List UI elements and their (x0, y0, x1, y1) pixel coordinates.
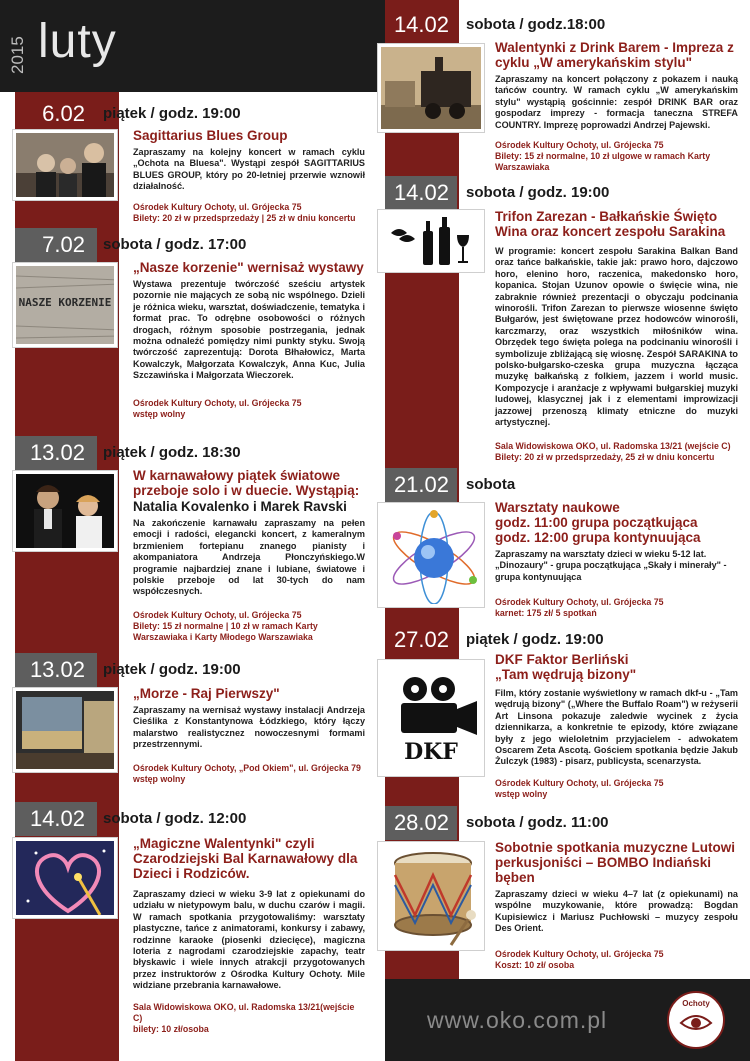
morze-installation-image (16, 691, 117, 772)
event-6-02 (133, 128, 365, 224)
event-13-02-morze (133, 686, 365, 785)
magic-heart-image (16, 841, 117, 918)
event-price: bilety: 10 zł/osoba (133, 1023, 209, 1034)
event-price: wstęp wolny (133, 773, 186, 784)
band-photo-image (16, 133, 117, 200)
event-performers: Natalia Kovalenko i Marek Ravski (133, 499, 347, 514)
event-location: Ośrodek Kultury Ochoty, ul. Grójecka 75 (495, 140, 664, 151)
event-thumbnail-morze (13, 688, 117, 772)
event-thumbnail-band-photo (13, 130, 117, 200)
event-27-02-dkf (495, 652, 738, 800)
event-description: Film, który zostanie wyświetlony w ramach dkf-u - „Tam wędrują bizony" („Where the Buffalo Roam") w reżyserii Art Linsona pokazuje zaledwie wycinek z życia dziennikarza, a konkretnie te epizody, które związane były z jego wieloletnim przyjacielem - adwokatem Oscarem Zeta Ascotą. Gościem spotkania będzie Jakub Żulczyk (1983) - pisarz, publicysta, scenarzysta. (495, 688, 738, 767)
date-badge: 14.02 (15, 802, 97, 836)
event-price: Bilety: 15 zł normalne, 10 zł ulgowe w ramach Karty Warszawiaka (495, 151, 711, 173)
event-group-continuing: godz. 12:00 grupa kontynuująca (495, 530, 701, 545)
event-thumbnail-atom (378, 503, 484, 607)
event-description: Zapraszamy dzieci w wieku 4–7 lat (z opiekunami) na wspólne muzykowanie, które prowadzą: Bogdan Kupisiewicz i Mariusz Puchłowski – muzycy zespołu Des Orient. (495, 889, 738, 934)
event-description: Zapraszamy na koncert połączony z pokazem i nauką tańców country. W ramach cyklu „W amerykańskim stylu" wystąpią gościnnie: zespół DRINK BAR oraz gospodarz imprezy - formacja taneczna STREFA COUNTRY. Imprezę poprowadzi Andrzej Pajewski. (495, 74, 738, 130)
event-title: Trifon Zarezan - Bałkańskie Święto Wina oraz koncert zespołu Sarakina (495, 209, 726, 239)
event-location: Ośrodek Kultury Ochoty, „Pod Okiem", ul. Grójecka 79 (133, 762, 361, 773)
date-label: piątek / godz. 19:00 (466, 631, 604, 648)
event-thumbnail-wine (378, 210, 484, 272)
date-label: piątek / godz. 19:00 (103, 661, 241, 678)
event-thumbnail-drum (378, 842, 484, 950)
korzenie-thumb-text: NASZE KORZENIE (18, 296, 112, 309)
event-price: Bilety: 15 zł normalne | 10 zł w ramach Karty Warszawiaka i Karty Młodego Warszawiaka (133, 620, 318, 642)
date-label: sobota / godz. 11:00 (466, 814, 609, 831)
date-label: piątek / godz. 19:00 (103, 105, 241, 122)
atom-image (381, 506, 484, 607)
event-14-02-walentynki (133, 836, 365, 1035)
event-location: Ośrodek Kultury Ochoty, ul. Grójecka 75 (133, 609, 302, 620)
event-thumbnail-walentynki (13, 838, 117, 918)
footer-url[interactable]: www.oko.com.pl (427, 1007, 608, 1033)
oko-logo (667, 991, 725, 1049)
date-badge: 21.02 (385, 468, 457, 502)
dkf-thumb-text: DKF (404, 739, 458, 765)
event-21-02-warsztaty (495, 500, 738, 619)
event-28-02-bombo (495, 840, 738, 971)
bombo-drum-image (381, 845, 484, 950)
event-location: Ośrodek Kultury Ochoty, ul. Grójecka 75 (133, 201, 302, 212)
event-thumbnail-train (378, 44, 484, 132)
event-thumbnail-duo (13, 471, 117, 551)
event-description: Wystawa prezentuje twórczość sześciu artystek pozornie nie mających ze sobą nic wspólnego. Dzieli je różnica wieku, warsztat, doświadczenie, tematyka i format prac. To odrębne osobowości o różnych drogach, różnym sposobie postrzegania, jednak można odnaleźć pomiędzy nimi punkty styku. Swoją twórczość zaprezentują: Dorota Błhałowicz, Marta Kowalczyk, Małgorzata Kowalczyk, Anna Kuc, Julia Szczawińska i Małgorzata Wieczorek. (133, 279, 365, 381)
event-location: Sala Widowiskowa OKO, ul. Radomska 13/21(wejście C) (133, 1001, 355, 1023)
event-thumbnail-korzenie (13, 263, 117, 347)
event-price: Bilety: 20 zł w przedsprzedaży | 25 zł w dniu koncertu (133, 212, 356, 223)
date-label: sobota / godz. 12:00 (103, 810, 247, 827)
date-label: sobota / godz.18:00 (466, 16, 606, 33)
wine-bottles-image (381, 213, 484, 272)
date-badge: 27.02 (385, 623, 457, 657)
event-price: wstęp wolny (495, 788, 548, 799)
event-title: „Nasze korzenie" wernisaż wystawy (133, 260, 364, 275)
date-label: sobota / godz. 19:00 (466, 184, 610, 201)
date-badge: 14.02 (385, 8, 457, 42)
date-label: sobota / godz. 17:00 (103, 236, 247, 253)
event-location: Ośrodek Kultury Ochoty, ul. Grójecka 75 (133, 397, 302, 408)
date-badge: 6.02 (15, 97, 97, 131)
duo-photo-image (16, 474, 117, 551)
event-price: Bilety: 20 zł w przedsprzedaży, 25 zł w dniu koncertu (495, 451, 715, 462)
header-bar (0, 0, 385, 92)
event-location: Ośrodek Kultury Ochoty, ul. Grójecka 75 (495, 777, 664, 788)
event-title: DKF Faktor Berliński (495, 652, 629, 667)
event-title: Walentynki z Drink Barem - Impreza z cyklu „W amerykańskim stylu" (495, 40, 734, 70)
logo-text: Ochoty (682, 999, 710, 1008)
event-description: Zapraszamy na kolejny koncert w ramach cyklu „Ochota na Bluesa". Wystąpi zespół SAGITTARIUS BLUES GROUP, który po 20-letniej przerwie wznowił działalność. (133, 147, 365, 192)
event-title: Warsztaty naukowe (495, 500, 620, 515)
event-14-02-trifon (495, 209, 738, 463)
event-group-beginners: godz. 11:00 grupa początkująca (495, 515, 698, 530)
event-13-02-karnawal (133, 468, 365, 643)
event-price: Koszt: 10 zł/ osoba (495, 959, 575, 970)
date-label: sobota (466, 476, 516, 493)
event-description: Zapraszamy na wernisaż wystawy instalacji Andrzeja Cieślika z Konstantynowa Łódzkiego, który łączy malarstwo realistycznez nowoczesnymi formami przestrzennymi. (133, 705, 365, 750)
event-film-title: „Tam wędrują bizony" (495, 667, 637, 682)
date-badge: 13.02 (15, 653, 97, 687)
event-14-02-drink-bar (495, 40, 738, 173)
date-badge: 13.02 (15, 436, 97, 470)
event-title: Sobotnie spotkania muzyczne Lutowi perkusjoniści – BOMBO Indiański bęben (495, 840, 736, 885)
event-title: Sagittarius Blues Group (133, 128, 288, 143)
event-location: Ośrodek Kultury Ochoty, ul. Grójecka 75 (495, 948, 664, 959)
date-label: piątek / godz. 18:30 (103, 444, 241, 461)
event-thumbnail-dkf (378, 660, 484, 776)
event-description: Zapraszamy na warsztaty dzieci w wieku 5-12 lat. „Dinozaury" - grupa początkująca „Skały i minerały" - grupa kontynuująca (495, 549, 727, 582)
event-title: „Magiczne Walentynki" czyli Czarodziejski Bal Karnawałowy dla Dzieci i Rodziców. (133, 836, 358, 881)
event-description: W programie: koncert zespołu Sarakina Balkan Band oraz tańce bałkańskie, takie jak: prawo horo, dajczowo horo, elenino horo, raczenica, makedonsko horo, kopanica. Stojan Uzunov opowie o święcie wina, nie zabraknie również prezentacji o obyczaju podcinania winorośli. Trifon Zarezan to pierwsze wiosenne święto Bułgarów, jest świętowane przez hodowców winorośli, karczmarzy, oraz wszystkich miłośników wina. Obrzędek tego święta polega na podcinaniu winorośli i symbolizuje zbliżającą się wiosnę. Zespół SARAKINA to polsko-bułgarsko-czeska grupa muzyczna łącząca muzykę bałkańską z folkiem, jazzem i world music. Kompozycje i aranżacje z wpływami bułgarskiej muzyki ludowej, klasycznej jak i z elementami improwizacji jazzowej przenoszą klimaty etniczne do muzyki artystycznej. (495, 246, 738, 428)
event-location: Sala Widowiskowa OKO, ul. Radomska 13/21 (wejście C) (495, 440, 731, 451)
event-title: W karnawałowy piątek światowe przeboje solo i w duecie. Wystąpią: (133, 468, 360, 498)
date-badge: 14.02 (385, 176, 457, 210)
date-badge: 7.02 (15, 228, 97, 262)
event-location: Ośrodek Kultury Ochoty, ul. Grójecka 75 (495, 597, 664, 608)
steam-train-image (381, 47, 484, 132)
event-description: Zapraszamy dzieci w wieku 3-9 lat z opiekunami do udziału w nietypowym balu, w duchu czarów i magii. W ramach spotkania przygotowaliśmy: warsztaty plastyczne, tańce z animatorami, konkursy i zabawy, rodzinne karaoke (piosenki dziecięce), magiczna loteria z nagrodami czarodziejskie zapachy, teatr błyskawic i wiele innych atrakcji przygotowanych przez instruktorów z Ośrodka Kultury Ochoty. Mile widziane przebrania karnawałowe. (133, 889, 365, 991)
date-badge: 28.02 (385, 806, 457, 840)
header-month: luty (38, 15, 117, 68)
header-year: 2015 (8, 36, 27, 74)
footer-bar (385, 979, 750, 1061)
event-7-02 (133, 260, 365, 420)
event-description: Na zakończenie karnawału zapraszamy na pełen emocji i radości, elegancki koncert, z kameralnym brzmieniem fortepianu znanego pianisty i akompaniatora Andrzeja Płonczyńskiego.W programie najbardziej znane i lubiane, światowe i polskie przeboje od lat 30-tych do nam współczesnych. (133, 518, 365, 597)
event-price: wstęp wolny (133, 408, 186, 419)
event-price: karnet: 175 zł/ 5 spotkań (495, 608, 597, 619)
event-title: „Morze - Raj Pierwszy" (133, 686, 280, 701)
